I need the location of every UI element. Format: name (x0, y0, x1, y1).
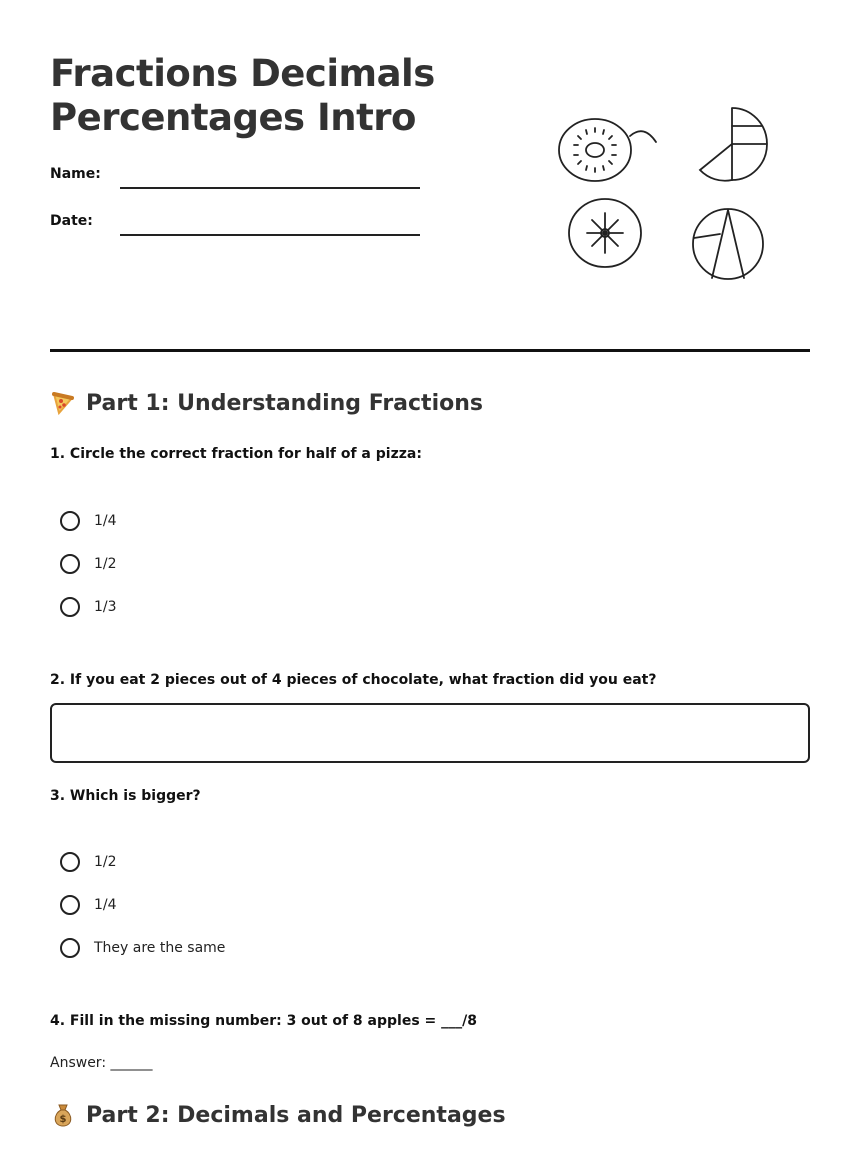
date-line[interactable] (120, 234, 420, 236)
q2-answer-input[interactable] (50, 703, 810, 763)
option-label: 1/4 (94, 897, 117, 913)
part2-heading (50, 1102, 506, 1128)
q3-option-1[interactable] (60, 852, 117, 872)
section-divider (50, 349, 810, 352)
pizza-icon (50, 390, 76, 416)
fraction-illustration (552, 98, 782, 288)
option-label: 1/2 (94, 854, 117, 870)
name-line[interactable] (120, 187, 420, 189)
option-label: 1/2 (94, 556, 117, 572)
q1-option-1[interactable] (60, 511, 117, 531)
quarter-pie-icon (700, 108, 767, 181)
radio-button[interactable] (60, 554, 80, 574)
part1-heading (50, 390, 483, 416)
title-line-2: Percentages Intro (50, 96, 416, 139)
question-1: 1. Circle the correct fraction for half of a pizza: (50, 446, 422, 462)
svg-text:$: $ (59, 1114, 67, 1125)
radio-button[interactable] (60, 511, 80, 531)
question-3: 3. Which is bigger? (50, 788, 201, 804)
question-4: 4. Fill in the missing number: 3 out of 8 apples = ___/8 (50, 1013, 477, 1029)
option-label: 1/3 (94, 599, 117, 615)
name-label: Name: (50, 166, 101, 182)
option-label: They are the same (94, 940, 226, 956)
q4-answer-blank[interactable]: Answer: ______ (50, 1055, 153, 1071)
q1-option-3[interactable] (60, 597, 117, 617)
date-label: Date: (50, 213, 93, 229)
kiwi-slice-icon (569, 199, 641, 267)
question-2: 2. If you eat 2 pieces out of 4 pieces of chocolate, what fraction did you eat? (50, 672, 657, 688)
q3-option-3[interactable] (60, 938, 225, 958)
q3-option-2[interactable] (60, 895, 117, 915)
option-label: 1/4 (94, 513, 117, 529)
radio-button[interactable] (60, 597, 80, 617)
radio-button[interactable] (60, 938, 80, 958)
part2-heading-text: Part 2: Decimals and Percentages (86, 1102, 506, 1128)
kiwi-half-icon (559, 119, 656, 181)
radio-button[interactable] (60, 895, 80, 915)
q1-option-2[interactable] (60, 554, 117, 574)
title-line-1: Fractions Decimals (50, 52, 435, 95)
page-title (50, 52, 435, 140)
radio-button[interactable] (60, 852, 80, 872)
fraction-circle-icon (693, 209, 763, 279)
part1-heading-text: Part 1: Understanding Fractions (86, 390, 483, 416)
money-bag-icon (50, 1102, 76, 1128)
